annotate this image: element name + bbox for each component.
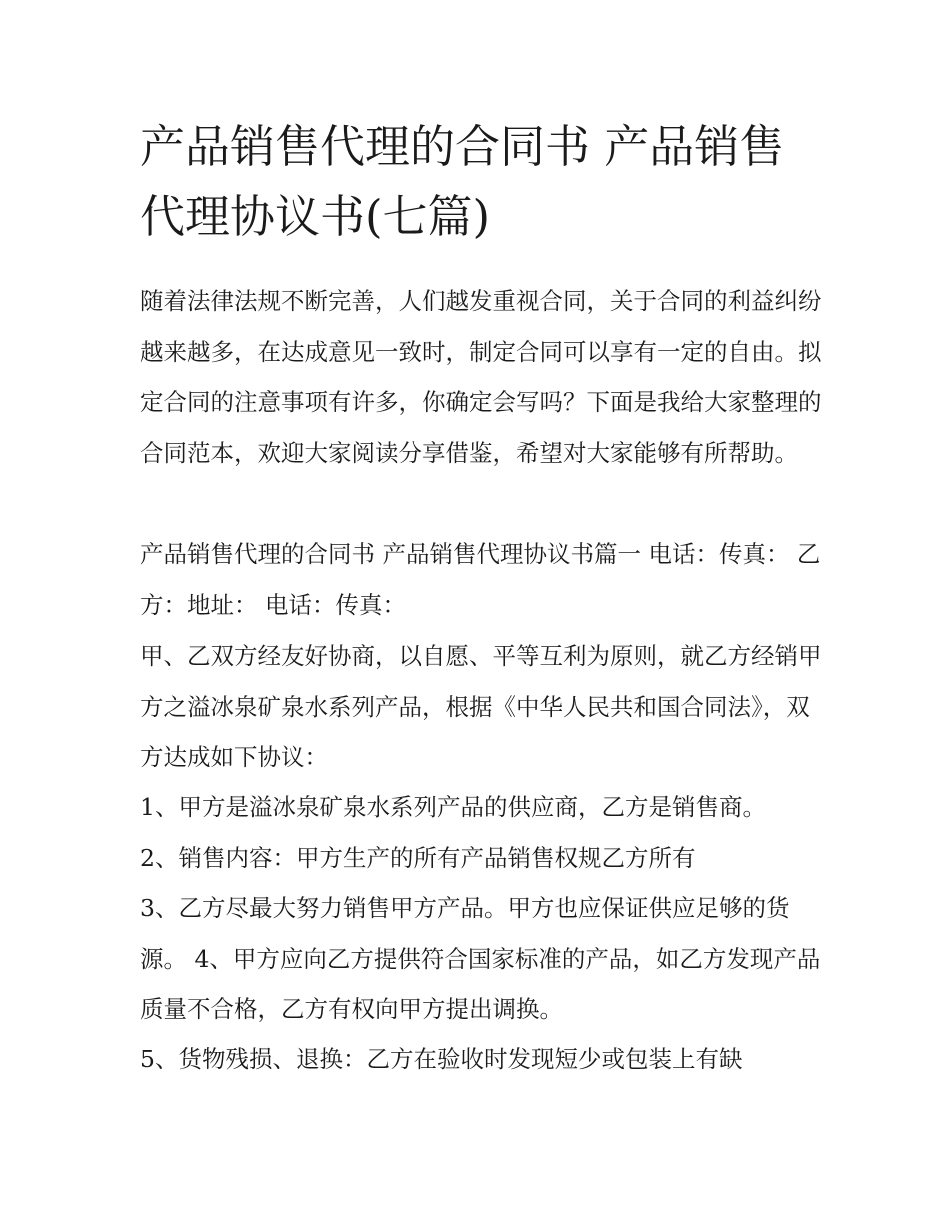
contact-paragraph: 产品销售代理的合同书 产品销售代理协议书篇一 电话：传真： 乙方：地址： 电话：传真：	[140, 540, 821, 619]
clause-2-paragraph: 2、销售内容：甲方生产的所有产品销售权规乙方所有	[140, 844, 696, 872]
agreement-preamble-paragraph: 甲、乙双方经友好协商，以自愿、平等互利为原则，就乙方经销甲方之溢冰泉矿泉水系列产品，根据《中华人民共和国合同法》，双方达成如下协议：	[140, 642, 822, 771]
document-title: 产品销售代理的合同书 产品销售代理协议书(七篇)	[140, 120, 785, 243]
intro-paragraph: 随着法律法规不断完善，人们越发重视合同，关于合同的利益纠纷越来越多，在达成意见一致时，制定合同可以享有一定的自由。拟定合同的注意事项有许多，你确定会写吗？下面是我给大家整理的合同范本，欢迎大家阅读分享借鉴，希望对大家能够有所帮助。	[140, 287, 822, 467]
clause-3-4-paragraph: 3、乙方尽最大努力销售甲方产品。甲方也应保证供应足够的货源。 4、甲方应向乙方提供符合国家标准的产品，如乙方发现产品质量不合格，乙方有权向甲方提出调换。	[140, 894, 821, 1023]
clause-1-paragraph: 1、甲方是溢冰泉矿泉水系列产品的供应商，乙方是销售商。	[140, 793, 766, 821]
clause-5-paragraph: 5、货物残损、退换：乙方在验收时发现短少或包装上有缺	[140, 1045, 743, 1073]
